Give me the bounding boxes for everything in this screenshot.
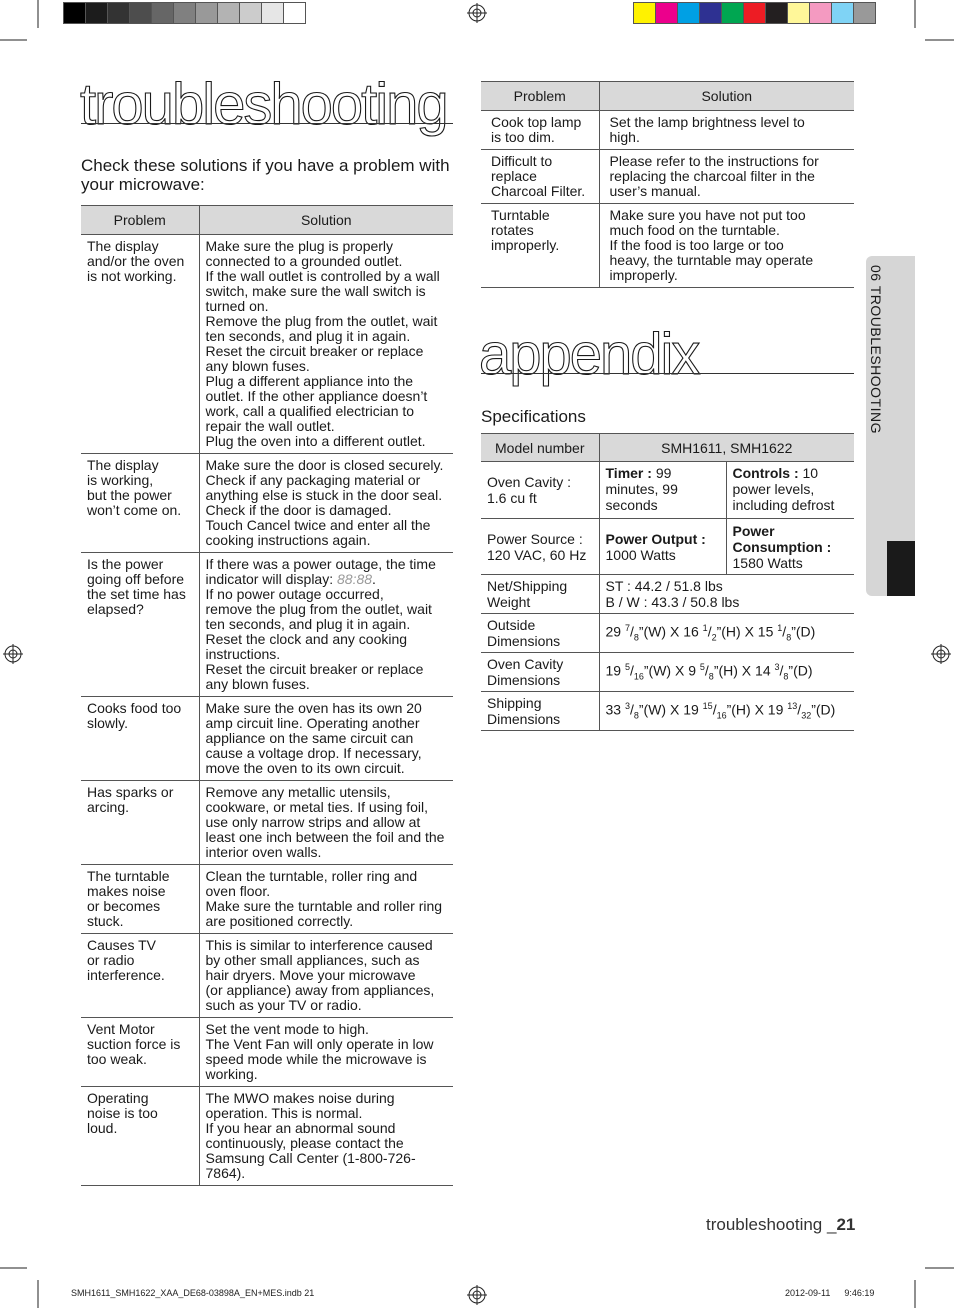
color-swatch xyxy=(765,2,788,24)
solution-cell: This is similar to interference caused by other small appliances, such as hair dryers. Move your microwave (or appliance) away from appliances, such as your TV or radio. xyxy=(199,934,453,1018)
frac-den: 8 xyxy=(708,671,714,682)
oven-cavity-label: Oven Cavity : xyxy=(487,474,572,490)
dim-unit: ”(H) X 14 xyxy=(713,662,775,679)
frac-num: 5 xyxy=(624,662,630,673)
dim-unit: ”(H) X 15 xyxy=(716,623,778,640)
frac-num: 1 xyxy=(702,623,708,634)
power-source-value: 120 VAC, 60 Hz xyxy=(487,546,587,563)
solution-cell: Set the vent mode to high. The Vent Fan will only operate in low speed mode while the microwave is working. xyxy=(199,1018,453,1087)
problem-cell: Has sparks or arcing. xyxy=(81,781,199,865)
dim-int: 19 xyxy=(605,662,625,679)
color-swatch xyxy=(853,2,876,24)
dim-int: 29 xyxy=(605,623,625,640)
print-date-slug: 2012-09-11 9:46:19 xyxy=(785,1288,875,1298)
color-swatch xyxy=(655,2,678,24)
problem-cell: Causes TV or radio interference. xyxy=(81,934,199,1018)
frac-den: 2 xyxy=(711,632,717,643)
table-row xyxy=(481,111,854,150)
frac-num: 1 xyxy=(777,623,783,634)
problem-cell: Cooks food too slowly. xyxy=(81,697,199,781)
frac-den: 16 xyxy=(716,710,727,721)
power-output-label: Power Output : xyxy=(605,530,706,547)
color-swatch xyxy=(239,2,262,24)
oven-cavity-value: 1.6 cu ft xyxy=(487,490,537,506)
title-rule xyxy=(481,373,854,374)
color-swatch xyxy=(85,2,108,24)
table-row xyxy=(481,150,854,204)
cavity-dimensions-value: 19 $^5/_{16}”(W)$ X 9 $^5/_8”(H)$ X 14 $^3/_8”(D)$ xyxy=(599,653,854,692)
table-row xyxy=(81,865,453,934)
dim-int: 33 xyxy=(605,701,625,718)
chapter-tab-label: 06 TROUBLESHOOTING xyxy=(868,265,884,435)
solution-cell: Make sure the door is closed securely. Check if any packaging material or anything else is stuck in the door seal. Check if the door is damaged. Touch Cancel twice and enter all the cooking instructions again. xyxy=(199,454,453,553)
frac-den: 16 xyxy=(633,671,644,682)
color-swatch xyxy=(261,2,284,24)
problem-cell: Operating noise is too loud. xyxy=(81,1087,199,1186)
color-swatch xyxy=(787,2,810,24)
color-swatch xyxy=(151,2,174,24)
page-title: troubleshooting xyxy=(80,72,447,137)
problem-cell: The turntable makes noise or becomes stuck. xyxy=(81,865,199,934)
solution-cell: Make sure the plug is properly connected to a grounded outlet. If the wall outlet is controlled by a wall switch, make sure the wall switch is turned on. Remove the plug from the outlet, wait ten seconds, and plug it in again. Reset the circuit breaker or replace any blown fuses. Plug a different appliance into the outlet. If the other appliance doesn’t work, call a qualified electrician to repair the wall outlet. Plug the oven into a different outlet. xyxy=(199,235,453,454)
timer-label: Timer : xyxy=(605,465,652,481)
chapter-tab-marker xyxy=(887,541,915,596)
outside-dimensions-value: 29 $^7/_8”(W)$ X 16 $^1/_2”(H)$ X 15 $^1/_8”(D)$ xyxy=(599,614,854,653)
dim-unit: ”(D) xyxy=(791,623,816,640)
solution-cell: Please refer to the instructions for replacing the charcoal filter in the user’s manual. xyxy=(599,150,854,204)
table-row xyxy=(81,697,453,781)
power-consumption-value: 1580 Watts xyxy=(732,554,803,571)
cavity-dimensions-label: Oven Cavity Dimensions xyxy=(481,653,599,692)
color-swatch xyxy=(831,2,854,24)
oven-cavity-cell xyxy=(481,462,599,519)
column-header-problem: Problem xyxy=(81,206,199,235)
power-consumption-cell xyxy=(726,519,854,575)
frac-den: 8 xyxy=(633,632,639,643)
solution-text: . If no power outage occurred, remove the plug from the outlet, wait ten seconds, and plug it in again. Reset the clock and any cooking instructions. Reset the circuit breaker or replace any blown fuses. xyxy=(205,571,432,692)
frac-den: 8 xyxy=(633,710,639,721)
controls-value: 10 power levels, including defrost xyxy=(732,465,835,513)
spec-row xyxy=(481,575,854,614)
timer-cell xyxy=(599,462,726,519)
color-swatch-bar xyxy=(634,2,876,24)
solution-cell: Make sure the oven has its own 20 amp circuit line. Operating another appliance on the same circuit can cause a voltage drop. If necessary, move the oven to its own circuit. xyxy=(199,697,453,781)
power-source-label: Power Source : xyxy=(487,530,583,547)
footer-section: troubleshooting _ xyxy=(706,1215,837,1234)
problem-cell: Is the power going off before the set time has elapsed? xyxy=(81,553,199,697)
controls-label: Controls : xyxy=(732,465,799,481)
table-row xyxy=(81,781,453,865)
page-footer xyxy=(706,1215,855,1235)
specifications-table xyxy=(481,433,854,731)
frac-den: 8 xyxy=(783,671,789,682)
problem-cell: The display and/or the oven is not working. xyxy=(81,235,199,454)
problem-cell: Turntable rotates improperly. xyxy=(481,204,599,288)
weight-bw: B / W : 43.3 / 50.8 lbs xyxy=(605,594,740,610)
frac-den: 8 xyxy=(786,632,792,643)
solution-cell: Set the lamp brightness level to high. xyxy=(599,111,854,150)
table-row xyxy=(81,235,453,454)
specifications-heading: Specifications xyxy=(481,407,586,426)
page-number: 21 xyxy=(836,1215,856,1234)
color-swatch xyxy=(107,2,130,24)
intro-text: Check these solutions if you have a problem with your microwave: xyxy=(81,156,450,194)
dim-unit: ”(W) X 19 xyxy=(638,701,703,718)
troubleshooting-table xyxy=(81,205,453,1186)
weight-st: ST : 44.2 / 51.8 lbs xyxy=(605,578,723,594)
problem-cell: Vent Motor suction force is too weak. xyxy=(81,1018,199,1087)
problem-cell: Cook top lamp is too dim. xyxy=(481,111,599,150)
table-row xyxy=(81,1018,453,1087)
frac-num: 3 xyxy=(624,701,630,712)
color-swatch xyxy=(129,2,152,24)
solution-cell: Make sure you have not put too much food on the turntable. If the food is too large or too heavy, the turntable may operate improperly. xyxy=(599,204,854,288)
column-header-problem: Problem xyxy=(481,82,599,111)
color-swatch xyxy=(283,2,306,24)
dim-unit: ”(W) X 9 xyxy=(643,662,700,679)
frac-num: 3 xyxy=(774,662,780,673)
solution-text: If there was a power outage, the time indicator will display: xyxy=(205,556,436,587)
frac-num: 5 xyxy=(699,662,705,673)
power-source-cell xyxy=(481,519,599,575)
frac-num: 13 xyxy=(787,701,798,712)
spec-row xyxy=(481,653,854,692)
spec-row xyxy=(481,462,854,519)
frac-num: 7 xyxy=(624,623,630,634)
table-row xyxy=(81,1087,453,1186)
troubleshooting-table-continued xyxy=(481,81,854,288)
controls-cell xyxy=(726,462,854,519)
column-header-solution: Solution xyxy=(199,206,453,235)
dim-unit: ”(W) X 16 xyxy=(638,623,703,640)
power-output-cell xyxy=(599,519,726,575)
dim-unit: ”(D) xyxy=(811,701,836,718)
dim-unit: ”(D) xyxy=(788,662,813,679)
column-header-solution: Solution xyxy=(599,82,854,111)
color-swatch xyxy=(633,2,656,24)
print-file-slug: SMH1611_SMH1622_XAA_DE68-03898A_EN+MES.indb 21 xyxy=(71,1288,315,1298)
color-swatch xyxy=(809,2,832,24)
problem-cell: Difficult to replace Charcoal Filter. xyxy=(481,150,599,204)
model-number-label: Model number xyxy=(481,434,599,462)
spec-row xyxy=(481,519,854,575)
solution-cell: Clean the turntable, roller ring and oven floor. Make sure the turntable and roller ring are positioned correctly. xyxy=(199,865,453,934)
shipping-dimensions-value: 33 $^3/_8”(W)$ X 19 $^{15}/_{16}”(H)$ X 19 $^{13}/_{32}”(D)$ xyxy=(599,692,854,731)
weight-value-cell xyxy=(599,575,854,614)
color-swatch xyxy=(217,2,240,24)
frac-den: 32 xyxy=(801,710,812,721)
power-consumption-label: Power Consumption : xyxy=(732,522,832,555)
timer-value: 99 minutes, 99 seconds xyxy=(605,465,678,513)
outside-dimensions-label: Outside Dimensions xyxy=(481,614,599,653)
table-row xyxy=(81,553,453,697)
model-number-value: SMH1611, SMH1622 xyxy=(599,434,854,462)
frac-num: 15 xyxy=(702,701,713,712)
title-rule xyxy=(81,123,453,124)
appendix-title: appendix xyxy=(479,322,699,387)
dim-unit: ”(H) X 19 xyxy=(726,701,788,718)
spec-row xyxy=(481,692,854,731)
color-swatch xyxy=(173,2,196,24)
gray-swatch-bar xyxy=(64,2,306,24)
table-row xyxy=(481,204,854,288)
power-output-value: 1000 Watts xyxy=(605,546,676,563)
problem-cell: The display is working, but the power won’t come on. xyxy=(81,454,199,553)
color-swatch xyxy=(699,2,722,24)
shipping-dimensions-label: Shipping Dimensions xyxy=(481,692,599,731)
solution-cell: The MWO makes noise during operation. This is normal. If you hear an abnormal sound continuously, please contact the Samsung Call Center (1-800-726- 7864). xyxy=(199,1087,453,1186)
color-swatch xyxy=(743,2,766,24)
spec-row xyxy=(481,614,854,653)
table-row xyxy=(81,454,453,553)
weight-label: Net/Shipping Weight xyxy=(481,575,599,614)
table-row xyxy=(81,934,453,1018)
color-swatch xyxy=(721,2,744,24)
solution-cell xyxy=(199,553,453,697)
solution-cell: Remove any metallic utensils, cookware, or metal ties. If using foil, use only narrow strips and allow at least one inch between the foil and the interior oven walls. xyxy=(199,781,453,865)
color-swatch xyxy=(677,2,700,24)
time-indicator-display: 88:88 xyxy=(337,571,373,587)
color-swatch xyxy=(63,2,86,24)
color-swatch xyxy=(195,2,218,24)
